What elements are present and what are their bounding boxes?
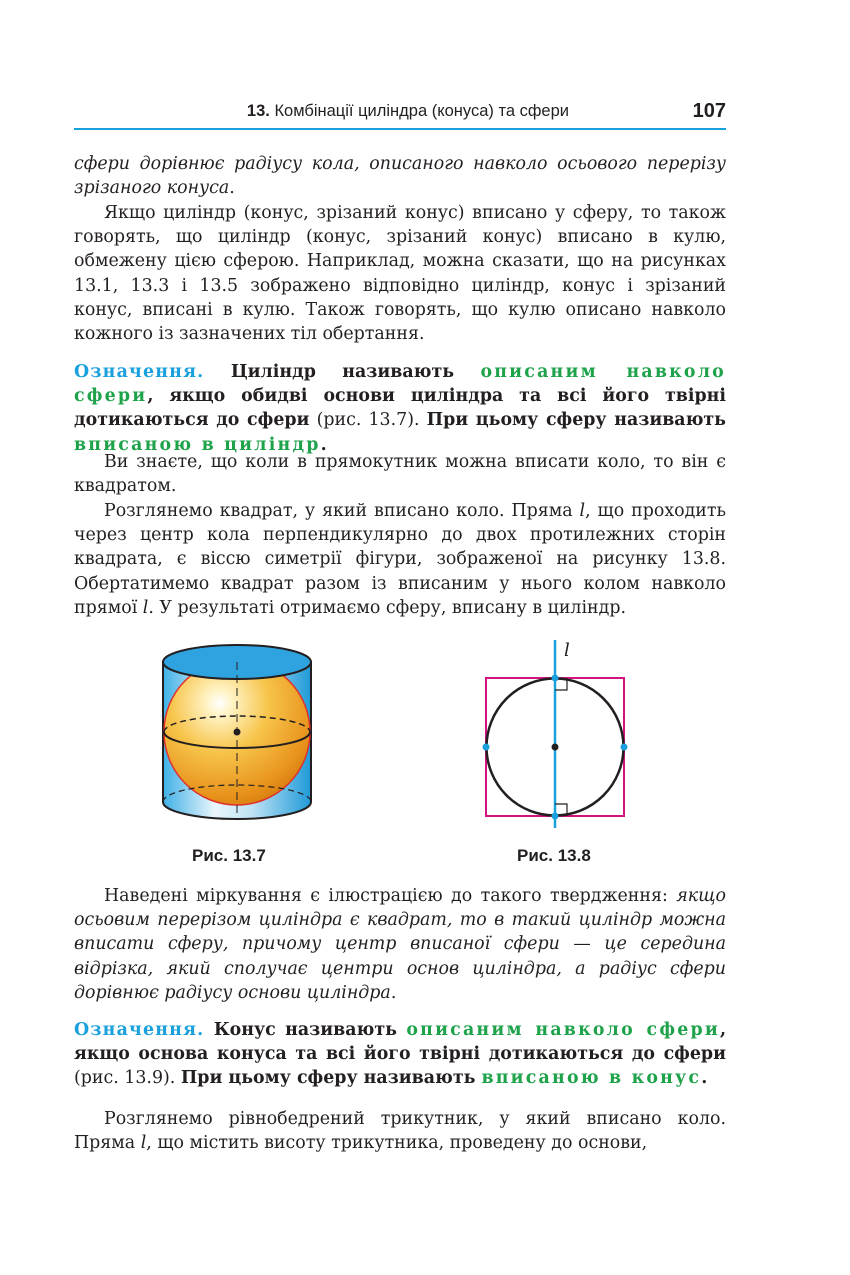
term-described-around-sphere: описаним навколо сфери [74,362,726,407]
paragraph-square: Розглянемо квадрат, у який вписано коло. Пряма l, що проходить через центр кола перпендикулярно до двох протилежних сторін квадрата, є віссю симетрії фігури, зображеної на рисунку 13.8. Обертатимемо квадрат разом із вписаним у нього колом навколо прямої l. У результаті отримаємо сферу, вписану в циліндр. [74,501,726,618]
tangent-point-left [483,744,490,751]
sphere-center [234,729,241,736]
section-title: Комбінації циліндра (конуса) та сфери [274,102,569,120]
paragraph-triangle: Розглянемо рівнобедрений трикутник, у який вписано коло. Пряма l, що містить висоту трикутника, проведену до основи, [74,1109,726,1154]
figure-cylinder-sphere [150,640,325,840]
page-header [74,100,726,130]
statement-text: якщо осьовим перерізом циліндра є квадрат, то в такий циліндр можна вписати сферу, причому центр вписаної сфери — це середина відрізка, який сполучає центри основ циліндра, а радіус сфери дорівнює радіусу основи циліндра [74,886,726,1003]
section-number: 13. [246,102,270,120]
page-number: 107 [692,100,726,122]
circle-center [552,744,559,751]
term-described-around-sphere: описаним навколо сфери [406,1020,720,1040]
tangent-point-top [552,675,559,682]
running-title [74,102,569,121]
term-inscribed-in-cone: вписаною в конус [481,1068,702,1089]
paragraph-statement: Наведені міркування є ілюстрацією до такого твердження: якщо осьовим перерізом циліндра є квадрат, то в такий циліндр можна вписати сферу, причому центр вписаної сфери — це середина відрізка, який сполучає центри основ циліндра, а радіус сфери дорівнює радіусу основи циліндра. [74,886,726,1003]
figure-caption-13-8: Рис. 13.8 [517,846,591,865]
definition-keyword: Означення. [74,1020,205,1040]
figure-square-circle [470,636,640,831]
tangent-point-right [621,744,628,751]
definition-cone: Означення. Конус називають описаним навколо сфери, якщо основа конуса та всі його твірні дотикаються до сфери (рис. 13.9). При цьому сферу називають вписаною в конус. [74,1020,726,1089]
figure-caption-13-7: Рис. 13.7 [192,846,266,865]
tangent-point-bottom [552,813,559,820]
paragraph-continuation: сфери дорівнює радіусу кола, описаного навколо осьового перерізу зрізаного конуса. [74,154,726,199]
definition-cylinder: Означення. Циліндр називають описаним навколо сфери, якщо обидві основи циліндра та всі його твірні дотикаються до сфери (рис. 13.7). При цьому сферу називають вписаною в циліндр. [74,362,726,455]
axis-label-l: l [564,640,570,661]
paragraph-rectangle: Ви знаєте, що коли в прямокутник можна вписати коло, то він є квадратом. [74,452,726,497]
paragraph-inscribed-ball: Якщо циліндр (конус, зрізаний конус) вписано у сферу, то також говорять, що циліндр (конус, зрізаний конус) вписано в кулю, обмежену цією сферою. Наприклад, можна сказати, що на рисунках 13.1, 13.3 і 13.5 зображено відповідно циліндр, конус і зрізаний конус, вписані в кулю. Також говорять, що кулю описано навколо кожного із зазначених тіл обертання. [74,203,726,345]
term-inscribed-in-cylinder: вписаною в циліндр [74,434,321,455]
definition-keyword: Означення. [74,362,205,382]
header-rule [74,128,726,130]
